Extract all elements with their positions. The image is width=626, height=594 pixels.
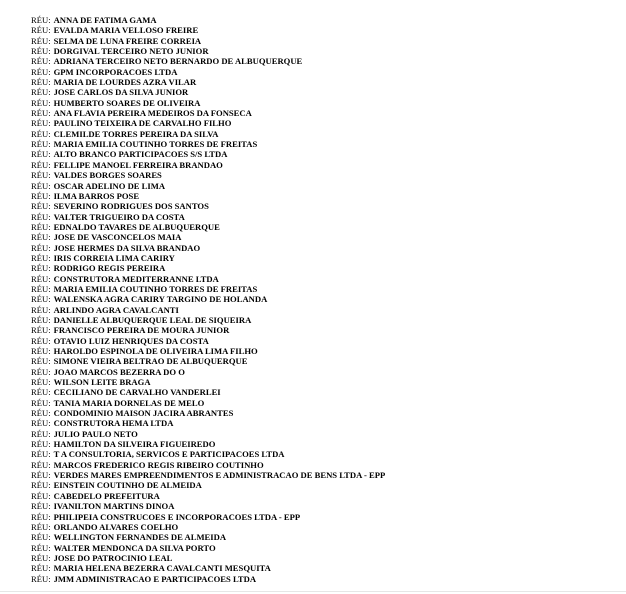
defendant-row [31,346,385,356]
defendant-label: RÉU: [31,252,51,263]
defendant-label: RÉU: [31,511,51,522]
defendant-name: MARCOS FREDERICO REGIS RIBEIRO COUTINHO [53,459,264,470]
defendant-name: DORGIVAL TERCEIRO NETO JUNIOR [53,46,209,57]
defendant-label: RÉU: [31,356,51,367]
defendant-name: JOSE HERMES DA SILVA BRANDAO [53,242,201,253]
defendant-row [31,377,385,387]
defendant-label: RÉU: [31,211,51,222]
defendant-row [31,294,385,304]
defendant-row [31,191,385,201]
defendant-row [31,253,385,263]
defendant-label: RÉU: [31,490,51,501]
defendant-row [31,36,385,46]
defendant-name: PHILIPEIA CONSTRUCOES E INCORPORACOES LTDA - EPP [53,511,301,522]
defendant-name: GPM INCORPORACOES LTDA [53,66,178,77]
defendant-name: EDNALDO TAVARES DE ALBUQUERQUE [53,221,220,232]
defendant-row [31,129,385,139]
defendant-label: RÉU: [31,366,51,377]
defendant-label: RÉU: [31,221,51,232]
defendant-name: PAULINO TEIXEIRA DE CARVALHO FILHO [53,118,232,129]
defendant-name: HAROLDO ESPINOLA DE OLIVEIRA LIMA FILHO [53,346,258,356]
defendant-name: CONSTRUTORA MEDITERRANNE LTDA [53,273,219,284]
defendant-row [31,408,385,418]
defendant-name: WELLINGTON FERNANDES DE ALMEIDA [53,532,227,543]
defendant-row [31,543,385,553]
defendant-name: IVANILTON MARTINS DINOA [53,501,175,512]
defendant-name: CONDOMINIO MAISON JACIRA ABRANTES [53,408,234,419]
defendant-row [31,222,385,232]
defendant-name: JOSE DO PATROCINIO LEAL [53,552,173,563]
defendant-label: RÉU: [31,439,51,450]
defendant-name: ILMA BARROS POSE [53,190,140,201]
defendant-label: RÉU: [31,128,51,139]
defendant-row [31,367,385,377]
defendant-label: RÉU: [31,201,51,212]
defendant-label: RÉU: [31,542,51,553]
defendant-name: VALTER TRIGUEIRO DA COSTA [53,211,185,222]
defendant-row [31,25,385,35]
defendant-label: RÉU: [31,242,51,253]
defendant-name: MARIA EMILIA COUTINHO TORRES DE FREITAS [53,283,258,294]
defendant-label: RÉU: [31,139,51,150]
defendant-name: WALTER MENDONCA DA SILVA PORTO [53,542,216,553]
defendant-label: RÉU: [31,449,51,460]
defendant-label: RÉU: [31,77,51,88]
defendant-name: JOSE DE VASCONCELOS MAIA [53,232,182,243]
defendant-row [31,67,385,77]
defendant-label: RÉU: [31,170,51,181]
defendant-row [31,418,385,428]
defendant-list [31,15,385,584]
defendant-label: RÉU: [31,387,51,398]
defendant-row [31,325,385,335]
defendant-label: RÉU: [31,521,51,532]
defendant-row [31,118,385,128]
defendant-row [31,181,385,191]
defendant-row [31,15,385,25]
defendant-label: RÉU: [31,46,51,57]
defendant-label: RÉU: [31,273,51,284]
defendant-label: RÉU: [31,35,51,46]
defendant-label: RÉU: [31,325,51,336]
defendant-label: RÉU: [31,97,51,108]
defendant-name: CONSTRUTORA HEMA LTDA [53,418,174,429]
defendant-row [31,398,385,408]
defendant-name: T A CONSULTORIA, SERVICOS E PARTICIPACOES LTDA [53,449,285,460]
defendant-label: RÉU: [31,25,51,36]
defendant-label: RÉU: [31,501,51,512]
defendant-name: HUMBERTO SOARES DE OLIVEIRA [53,97,201,108]
defendant-row [31,170,385,180]
defendant-name: RODRIGO REGIS PEREIRA [53,263,166,274]
defendant-name: ADRIANA TERCEIRO NETO BERNARDO DE ALBUQUERQUE [53,56,303,67]
defendant-name: MARIA DE LOURDES AZRA VILAR [53,77,197,88]
page-bottom-edge [0,591,626,592]
defendant-row [31,387,385,397]
defendant-row [31,305,385,315]
defendant-label: RÉU: [31,408,51,419]
defendant-name: ANA FLAVIA PEREIRA MEDEIROS DA FONSECA [53,108,252,119]
defendant-row [31,139,385,149]
defendant-label: RÉU: [31,15,51,25]
defendant-label: RÉU: [31,428,51,439]
defendant-label: RÉU: [31,377,51,388]
defendant-label: RÉU: [31,180,51,191]
defendant-label: RÉU: [31,87,51,98]
defendant-label: RÉU: [31,108,51,119]
defendant-row [31,512,385,522]
defendant-label: RÉU: [31,470,51,481]
defendant-label: RÉU: [31,263,51,274]
defendant-label: RÉU: [31,346,51,356]
defendant-name: SIMONE VIEIRA BELTRAO DE ALBUQUERQUE [53,356,248,367]
defendant-name: JULIO PAULO NETO [53,428,138,439]
defendant-row [31,108,385,118]
defendant-row [31,232,385,242]
defendant-label: RÉU: [31,418,51,429]
defendant-label: RÉU: [31,66,51,77]
defendant-label: RÉU: [31,480,51,491]
defendant-name: JMM ADMINISTRACAO E PARTICIPACOES LTDA [53,573,257,584]
defendant-row [31,532,385,542]
defendant-name: EINSTEIN COUTINHO DE ALMEIDA [53,480,202,491]
defendant-label: RÉU: [31,118,51,129]
defendant-name: MARIA EMILIA COUTINHO TORRES DE FREITAS [53,139,258,150]
defendant-row [31,336,385,346]
defendant-name: ANNA DE FATIMA GAMA [53,15,157,25]
defendant-name: HAMILTON DA SILVEIRA FIGUEIREDO [53,439,216,450]
defendant-name: DANIELLE ALBUQUERQUE LEAL DE SIQUEIRA [53,314,252,325]
defendant-row [31,315,385,325]
defendant-label: RÉU: [31,159,51,170]
defendant-row [31,98,385,108]
defendant-row [31,439,385,449]
defendant-name: CLEMILDE TORRES PEREIRA DA SILVA [53,128,219,139]
defendant-row [31,212,385,222]
defendant-label: RÉU: [31,232,51,243]
defendant-label: RÉU: [31,190,51,201]
defendant-row [31,574,385,584]
defendant-name: VERDES MARES EMPREENDIMENTOS E ADMINISTRACAO DE BENS LTDA - EPP [53,470,386,481]
defendant-row [31,356,385,366]
defendant-name: OTAVIO LUIZ HENRIQUES DA COSTA [53,335,209,346]
defendant-row [31,243,385,253]
defendant-name: MARIA HELENA BEZERRA CAVALCANTI MESQUITA [53,563,271,574]
defendant-name: OSCAR ADELINO DE LIMA [53,180,166,191]
defendant-label: RÉU: [31,294,51,305]
defendant-name: SELMA DE LUNA FREIRE CORREIA [53,35,202,46]
defendant-row [31,553,385,563]
defendant-row [31,522,385,532]
defendant-row [31,449,385,459]
defendant-label: RÉU: [31,573,51,584]
defendant-name: JOAO MARCOS BEZERRA DO O [53,366,185,377]
defendant-name: CECILIANO DE CARVALHO VANDERLEI [53,387,221,398]
defendant-label: RÉU: [31,304,51,315]
defendant-name: WILSON LEITE BRAGA [53,377,151,388]
defendant-row [31,87,385,97]
defendant-row [31,429,385,439]
defendant-name: VALDES BORGES SOARES [53,170,162,181]
defendant-row [31,201,385,211]
defendant-row [31,460,385,470]
defendant-name: WALENSKA AGRA CARIRY TARGINO DE HOLANDA [53,294,268,305]
defendant-row [31,284,385,294]
defendant-row [31,160,385,170]
defendant-row [31,56,385,66]
defendant-row [31,491,385,501]
defendant-name: FRANCISCO PEREIRA DE MOURA JUNIOR [53,325,230,336]
defendant-row [31,149,385,159]
defendant-name: TANIA MARIA DORNELAS DE MELO [53,397,205,408]
defendant-label: RÉU: [31,397,51,408]
defendant-name: ARLINDO AGRA CAVALCANTI [53,304,179,315]
defendant-row [31,77,385,87]
defendant-name: ORLANDO ALVARES COELHO [53,521,179,532]
defendant-row [31,480,385,490]
defendant-row [31,501,385,511]
defendant-label: RÉU: [31,314,51,325]
defendant-name: JOSE CARLOS DA SILVA JUNIOR [53,87,189,98]
defendant-row [31,263,385,273]
defendant-label: RÉU: [31,563,51,574]
defendant-label: RÉU: [31,56,51,67]
defendant-label: RÉU: [31,532,51,543]
defendant-label: RÉU: [31,149,51,160]
defendant-label: RÉU: [31,335,51,346]
defendant-row [31,274,385,284]
defendant-label: RÉU: [31,552,51,563]
defendant-name: IRIS CORREIA LIMA CARIRY [53,252,175,263]
defendant-row [31,470,385,480]
defendant-row [31,563,385,573]
defendant-label: RÉU: [31,459,51,470]
defendant-name: EVALDA MARIA VELLOSO FREIRE [53,25,199,36]
defendant-name: FELLIPE MANOEL FERREIRA BRANDAO [53,159,223,170]
defendant-name: ALTO BRANCO PARTICIPACOES S/S LTDA [53,149,228,160]
defendant-name: CABEDELO PREFEITURA [53,490,160,501]
defendant-row [31,46,385,56]
defendant-name: SEVERINO RODRIGUES DOS SANTOS [53,201,209,212]
defendant-label: RÉU: [31,283,51,294]
